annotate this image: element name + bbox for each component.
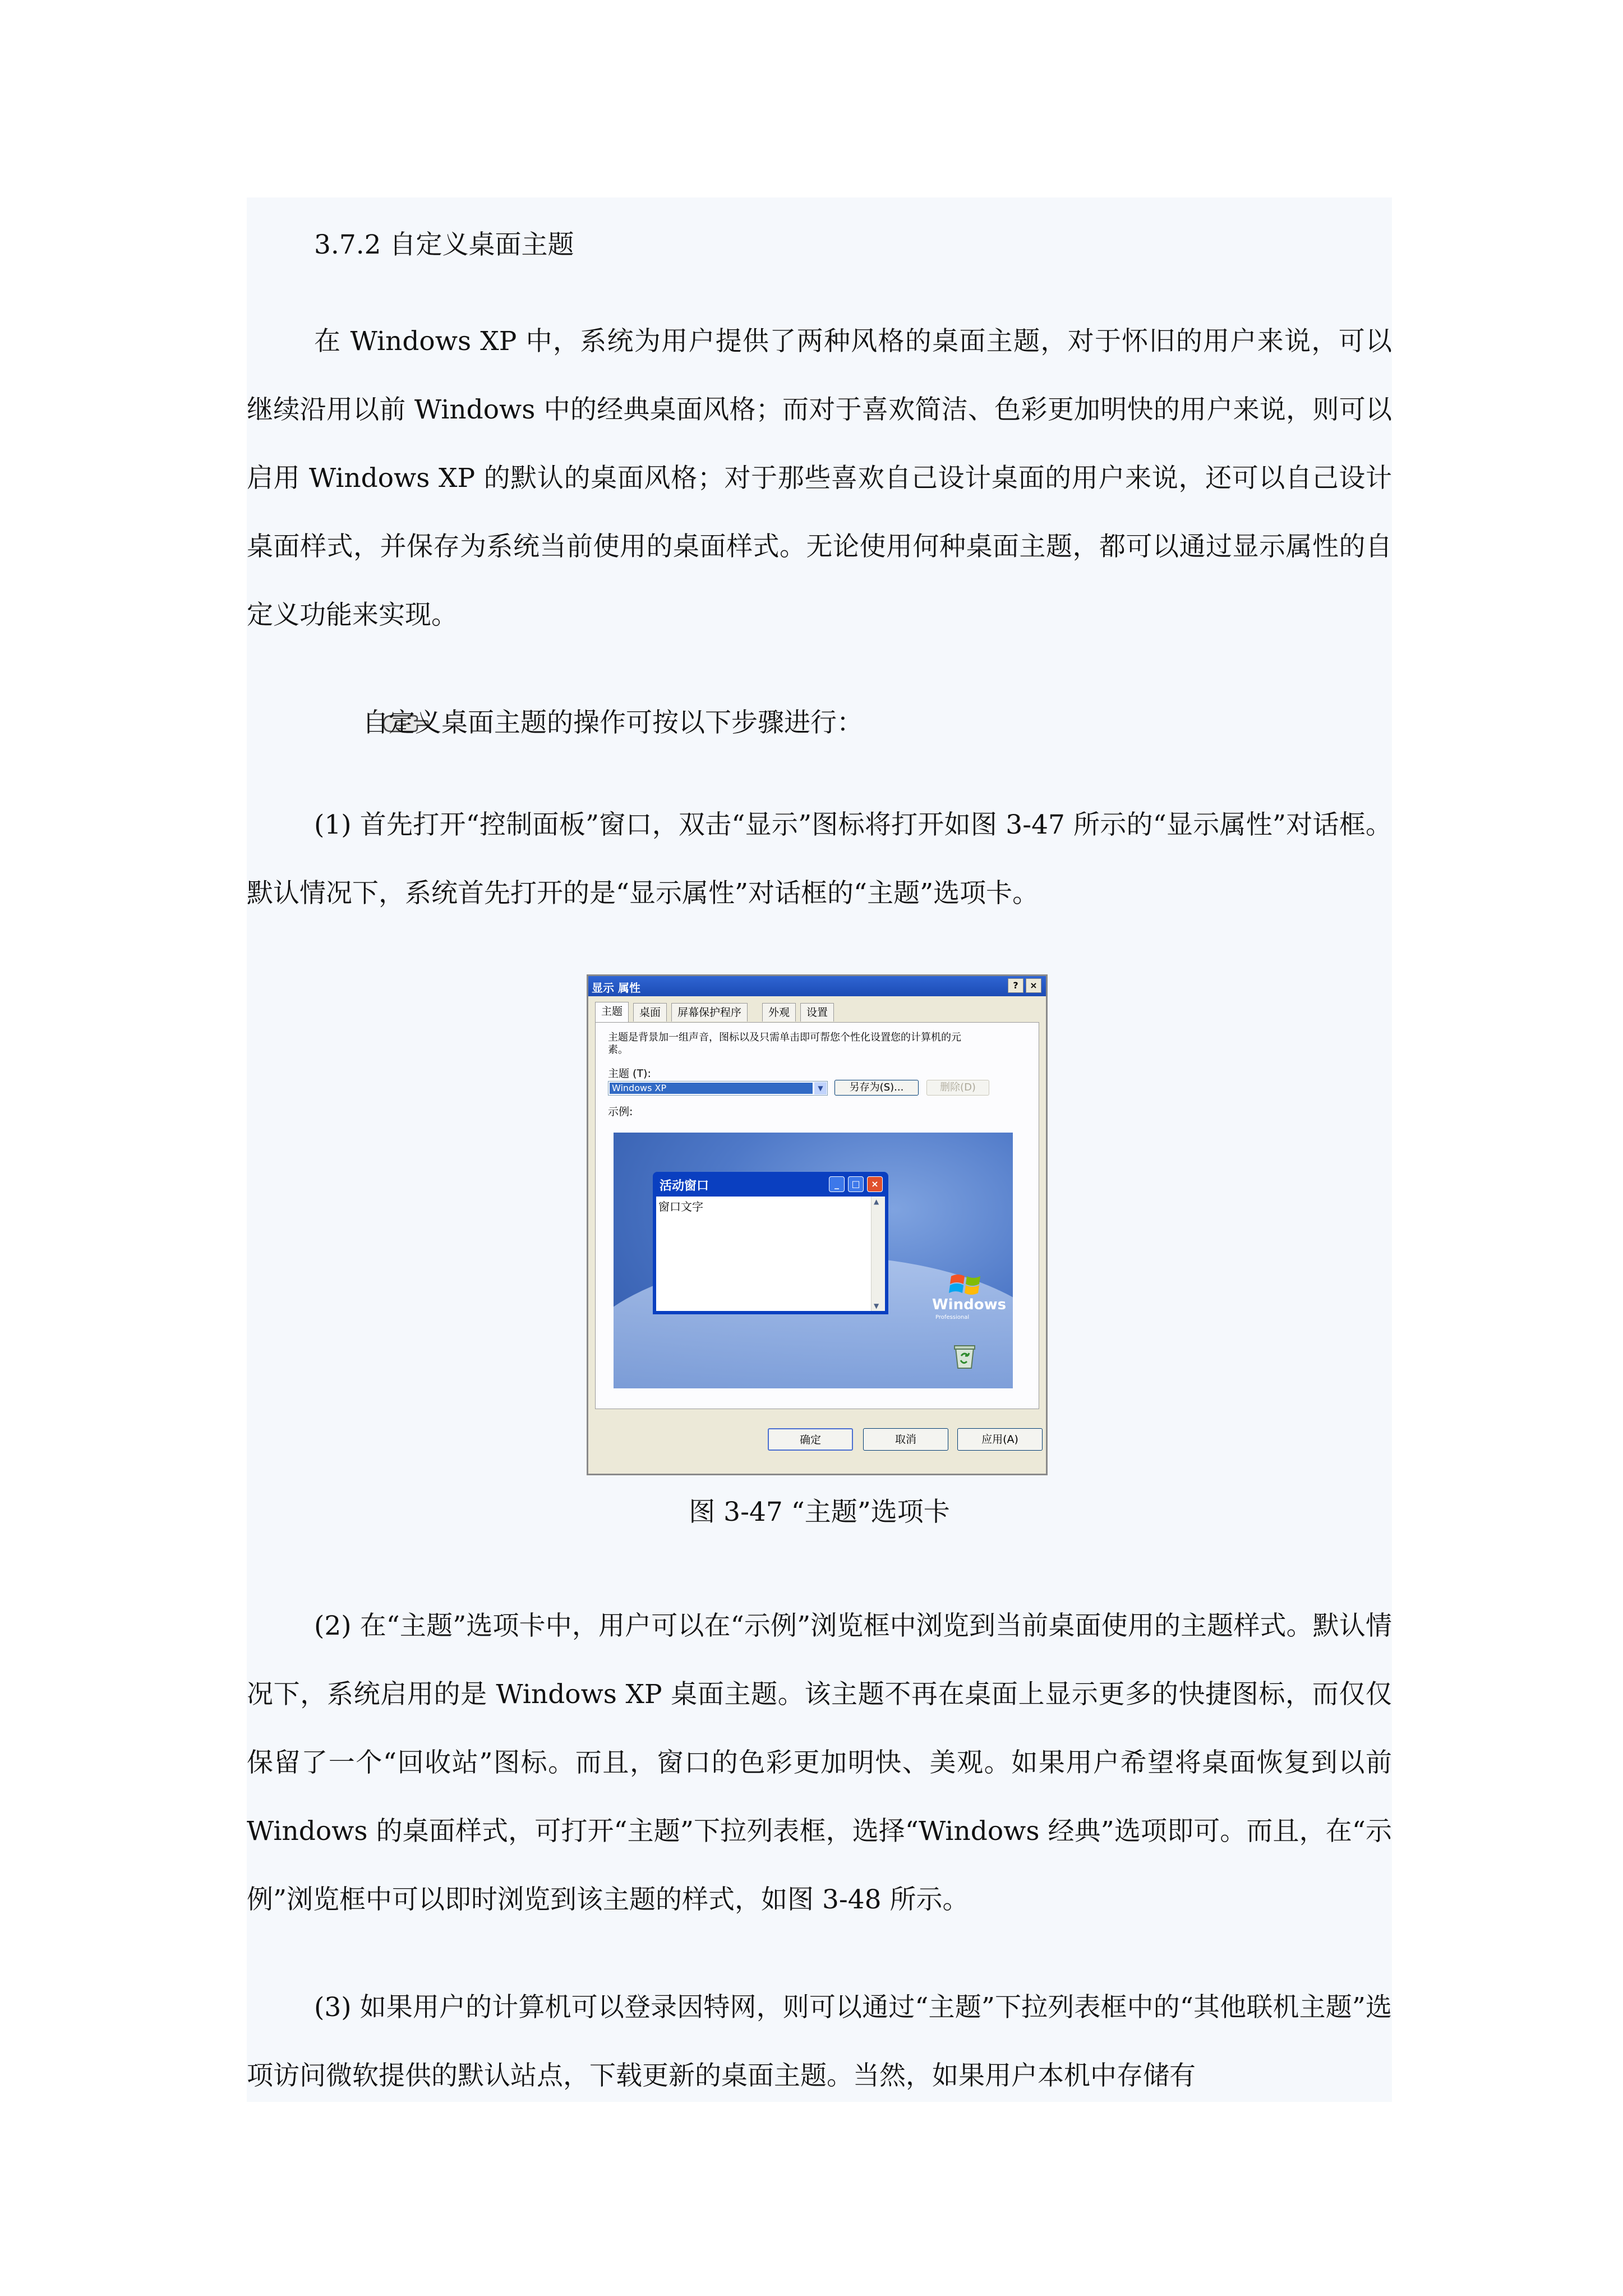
ok-button[interactable]: 确定 <box>768 1428 853 1451</box>
dialog-tabs <box>595 1003 1039 1022</box>
minimize-icon: _ <box>829 1176 845 1192</box>
figure-caption: 图 3-47 “主题”选项卡 <box>689 1497 950 1527</box>
windows-logo-subtext: Professional <box>935 1314 970 1320</box>
step2-paragraph: (2) 在“主题”选项卡中，用户可以在“示例”浏览框中浏览到当前桌面使用的主题样式。默认情况下，系统启用的是 Windows XP 桌面主题。该主题不再在桌面上显示更多的快捷图标，而仅仅保留了一个“回收站”图标。而且，窗口的色彩更加明快、美观。如果用户希望将桌面恢复到以前 Windows 的桌面样式，可打开“主题”下拉列表框，选择“Windows 经典”选项即可。而且，在“示例”浏览框中可以即时浏览到该主题的样式，如图 3-48 所示。 <box>247 1611 1392 1915</box>
sample-label: 示例: <box>608 1106 633 1118</box>
theme-description: 主题是背景加一组声音，图标以及只需单击即可帮您个性化设置您的计算机的元素。 <box>608 1032 961 1056</box>
theme-label: 主题 (T): <box>608 1068 651 1080</box>
sample-window-title: 活动窗口 <box>660 1179 709 1193</box>
tab-appearance[interactable]: 外观 <box>762 1003 796 1022</box>
tab-desktop[interactable]: 桌面 <box>633 1003 667 1022</box>
close-icon: × <box>867 1176 883 1192</box>
theme-preview <box>614 1133 1013 1388</box>
tab-settings[interactable]: 设置 <box>800 1003 834 1022</box>
close-button[interactable]: × <box>1026 978 1041 993</box>
scroll-down-icon: ▼ <box>874 1302 879 1310</box>
chevron-down-icon[interactable]: ▼ <box>814 1082 827 1094</box>
dialog-title: 显示 属性 <box>592 981 640 995</box>
step1-paragraph: (1) 首先打开“控制面板”窗口，双击“显示”图标将打开如图 3-47 所示的“显示属性”对话框。默认情况下，系统首先打开的是“显示属性”对话框的“主题”选项卡。 <box>247 809 1392 909</box>
cancel-button[interactable]: 取消 <box>863 1428 948 1451</box>
theme-tab-panel <box>595 1022 1039 1409</box>
sample-active-window <box>653 1172 888 1314</box>
step3-paragraph: (3) 如果用户的计算机可以登录因特网，则可以通过“主题”下拉列表框中的“其他联机主题”选项访问微软提供的默认站点，下载更新的桌面主题。当然，如果用户本机中存储有 <box>247 1992 1392 2091</box>
tab-theme[interactable]: 主题 <box>595 1002 629 1023</box>
steps-intro <box>247 689 1392 757</box>
tab-screensaver[interactable]: 屏幕保护程序 <box>671 1003 748 1022</box>
maximize-icon: □ <box>848 1176 864 1192</box>
pointing-hand-icon <box>314 692 361 716</box>
windows-logo <box>932 1272 1007 1322</box>
sample-window-titlebar <box>656 1172 885 1197</box>
delete-button[interactable]: 删除(D) <box>926 1080 989 1096</box>
scroll-up-icon: ▲ <box>874 1198 879 1205</box>
theme-dropdown[interactable] <box>608 1081 828 1096</box>
apply-button[interactable]: 应用(A) <box>957 1428 1043 1451</box>
theme-dropdown-value: Windows XP <box>610 1083 813 1094</box>
help-button[interactable]: ? <box>1008 978 1023 993</box>
sample-window-text: 窗口文字 <box>658 1200 703 1213</box>
steps-intro-text: 自定义桌面主题的操作可按以下步骤进行： <box>362 707 863 738</box>
display-properties-dialog <box>587 974 1048 1475</box>
windows-flag-icon <box>949 1272 983 1296</box>
sample-scrollbar <box>871 1197 885 1311</box>
recycle-bin-icon <box>952 1343 977 1369</box>
windows-logo-text: Windows <box>932 1296 1007 1313</box>
section-heading: 3.7.2 自定义桌面主题 <box>314 229 574 260</box>
dialog-titlebar <box>588 976 1046 996</box>
dialog-button-row <box>588 1428 1046 1451</box>
intro-paragraph: 在 Windows XP 中，系统为用户提供了两种风格的桌面主题，对于怀旧的用户来说，可以继续沿用以前 Windows 中的经典桌面风格；而对于喜欢简洁、色彩更加明快的用户来说，则可以启用 Windows XP 的默认的桌面风格；对于那些喜欢自己设计桌面的用户来说，还可以自己设计桌面样式，并保存为系统当前使用的桌面样式。无论使用何种桌面主题，都可以通过显示属性的自定义功能来实现。 <box>247 326 1392 631</box>
save-as-button[interactable]: 另存为(S)... <box>834 1080 919 1096</box>
sample-window-body <box>656 1197 885 1311</box>
